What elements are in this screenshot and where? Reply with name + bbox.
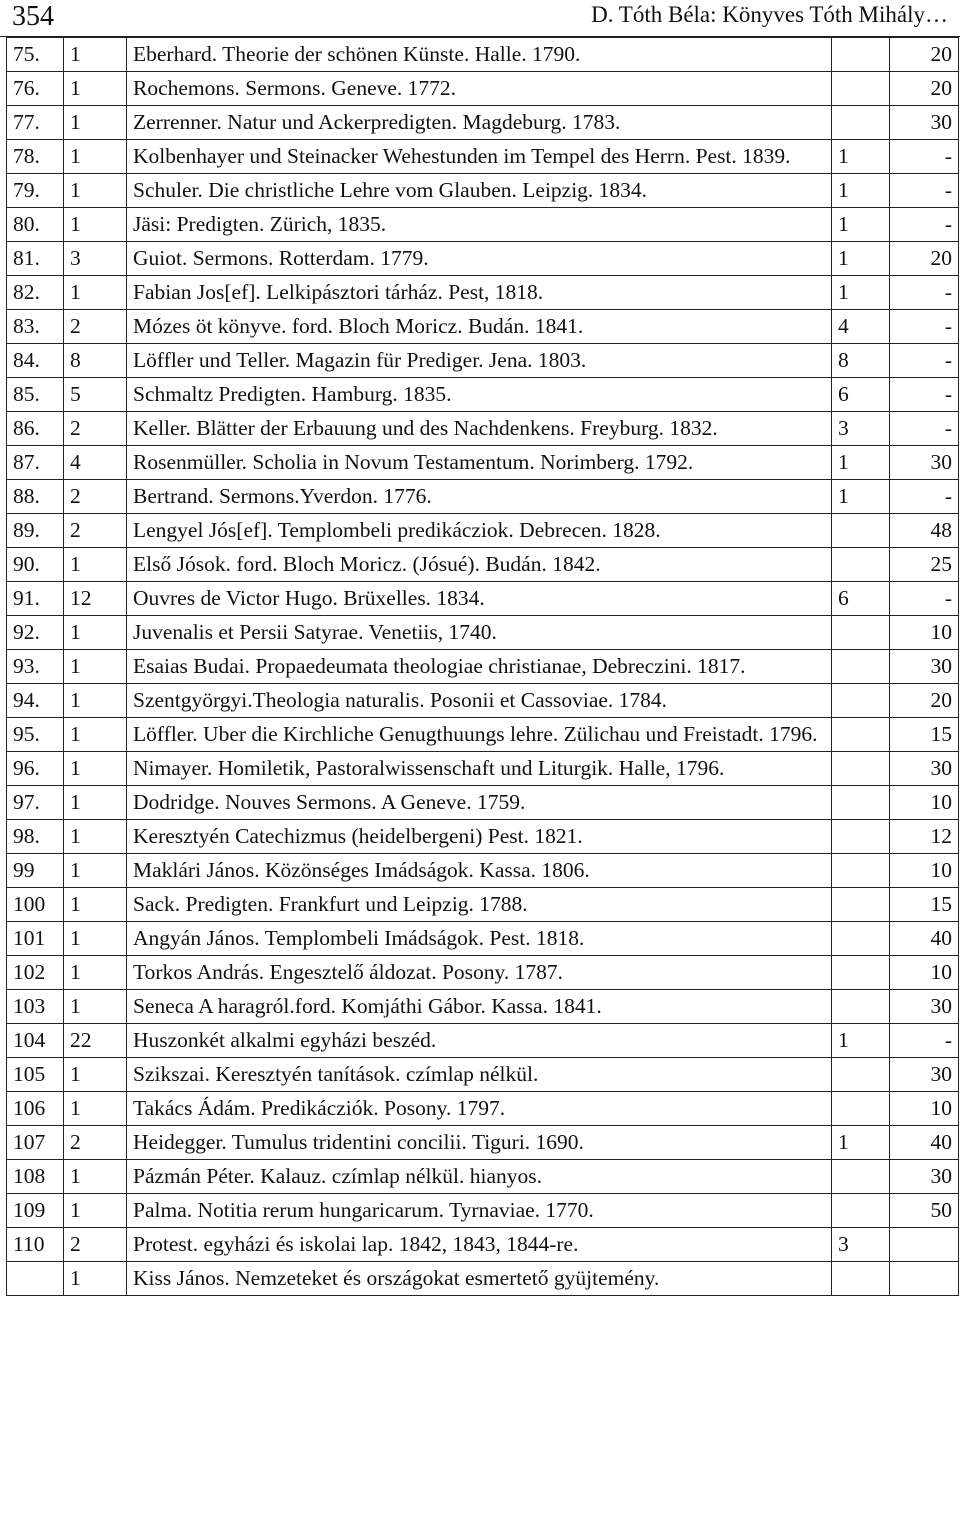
table-row [7,1024,959,1058]
price-forint: 3 [832,1228,890,1262]
table-row [7,310,959,344]
entry-number: 95. [7,718,64,752]
book-title: Kiss János. Nemzeteket és országokat esmertető gyüjtemény. [127,1262,832,1296]
price-forint [832,752,890,786]
price-krajcar: - [890,140,959,174]
volume-count: 1 [64,922,127,956]
volume-count: 8 [64,344,127,378]
book-title: Kolbenhayer und Steinacker Wehestunden im Tempel des Herrn. Pest. 1839. [127,140,832,174]
book-title: Maklári János. Közönséges Imádságok. Kassa. 1806. [127,854,832,888]
book-title: Guiot. Sermons. Rotterdam. 1779. [127,242,832,276]
price-krajcar: 30 [890,752,959,786]
entry-number: 106 [7,1092,64,1126]
table-row [7,888,959,922]
book-title: Torkos András. Engesztelő áldozat. Posony. 1787. [127,956,832,990]
price-forint [832,72,890,106]
table-row [7,548,959,582]
entry-number: 86. [7,412,64,446]
book-title: Huszonkét alkalmi egyházi beszéd. [127,1024,832,1058]
price-krajcar: 20 [890,72,959,106]
table-row [7,1126,959,1160]
price-krajcar [890,1262,959,1296]
table-row [7,1194,959,1228]
table-row [7,446,959,480]
book-title: Seneca A haragról.ford. Komjáthi Gábor. Kassa. 1841. [127,990,832,1024]
price-krajcar: 10 [890,956,959,990]
volume-count: 5 [64,378,127,412]
price-forint [832,956,890,990]
entry-number: 79. [7,174,64,208]
price-krajcar: - [890,480,959,514]
price-krajcar: - [890,1024,959,1058]
price-krajcar: 30 [890,106,959,140]
price-krajcar: 30 [890,1160,959,1194]
price-forint: 6 [832,582,890,616]
volume-count: 1 [64,718,127,752]
book-title: Szikszai. Keresztyén tanítások. czímlap nélkül. [127,1058,832,1092]
volume-count: 1 [64,1160,127,1194]
book-title: Juvenalis et Persii Satyrae. Venetiis, 1740. [127,616,832,650]
table-row [7,922,959,956]
book-title: Első Jósok. ford. Bloch Moricz. (Jósué). Budán. 1842. [127,548,832,582]
table-row [7,174,959,208]
book-title: Bertrand. Sermons.Yverdon. 1776. [127,480,832,514]
entry-number: 93. [7,650,64,684]
book-title: Keresztyén Catechizmus (heidelbergeni) Pest. 1821. [127,820,832,854]
entry-number: 108 [7,1160,64,1194]
book-title: Pázmán Péter. Kalauz. czímlap nélkül. hianyos. [127,1160,832,1194]
volume-count: 1 [64,752,127,786]
price-forint [832,820,890,854]
inventory-body [7,38,959,1296]
price-forint [832,650,890,684]
entry-number: 91. [7,582,64,616]
entry-number: 94. [7,684,64,718]
volume-count: 1 [64,548,127,582]
price-krajcar: 30 [890,990,959,1024]
price-forint [832,616,890,650]
price-krajcar: 10 [890,616,959,650]
price-krajcar: - [890,582,959,616]
table-row [7,616,959,650]
price-forint [832,684,890,718]
entry-number: 92. [7,616,64,650]
book-title: Sack. Predigten. Frankfurt und Leipzig. 1788. [127,888,832,922]
entry-number: 85. [7,378,64,412]
entry-number: 96. [7,752,64,786]
book-title: Ouvres de Victor Hugo. Brüxelles. 1834. [127,582,832,616]
price-krajcar: - [890,174,959,208]
table-row [7,820,959,854]
volume-count: 1 [64,38,127,72]
price-forint [832,1160,890,1194]
table-row [7,752,959,786]
book-title: Löffler. Uber die Kirchliche Genugthuungs lehre. Zülichau und Freistadt. 1796. [127,718,832,752]
table-row [7,242,959,276]
price-forint [832,922,890,956]
volume-count: 1 [64,820,127,854]
volume-count: 2 [64,1228,127,1262]
price-krajcar: 30 [890,1058,959,1092]
table-row [7,208,959,242]
price-krajcar: 20 [890,242,959,276]
price-krajcar: - [890,310,959,344]
entry-number: 101 [7,922,64,956]
volume-count: 1 [64,208,127,242]
price-krajcar [890,1228,959,1262]
price-forint: 1 [832,1126,890,1160]
book-title: Jäsi: Predigten. Zürich, 1835. [127,208,832,242]
book-title: Schmaltz Predigten. Hamburg. 1835. [127,378,832,412]
volume-count: 1 [64,956,127,990]
table-row [7,514,959,548]
book-title: Rochemons. Sermons. Geneve. 1772. [127,72,832,106]
entry-number: 82. [7,276,64,310]
entry-number: 103 [7,990,64,1024]
volume-count: 1 [64,174,127,208]
entry-number: 109 [7,1194,64,1228]
table-row [7,1228,959,1262]
price-forint: 4 [832,310,890,344]
book-title: Angyán János. Templombeli Imádságok. Pest. 1818. [127,922,832,956]
price-forint: 1 [832,1024,890,1058]
table-row [7,650,959,684]
price-krajcar: 25 [890,548,959,582]
price-forint [832,38,890,72]
entry-number: 97. [7,786,64,820]
price-forint: 1 [832,446,890,480]
volume-count: 3 [64,242,127,276]
entry-number: 80. [7,208,64,242]
volume-count: 22 [64,1024,127,1058]
entry-number: 75. [7,38,64,72]
entry-number: 87. [7,446,64,480]
price-forint [832,854,890,888]
entry-number: 98. [7,820,64,854]
price-krajcar: - [890,208,959,242]
price-forint: 1 [832,174,890,208]
book-title: Schuler. Die christliche Lehre vom Glauben. Leipzig. 1834. [127,174,832,208]
table-row [7,854,959,888]
price-krajcar: 12 [890,820,959,854]
price-krajcar: 15 [890,888,959,922]
volume-count: 1 [64,990,127,1024]
table-row [7,378,959,412]
entry-number: 107 [7,1126,64,1160]
price-krajcar: 40 [890,1126,959,1160]
price-forint [832,888,890,922]
volume-count: 1 [64,1262,127,1296]
volume-count: 1 [64,1058,127,1092]
price-forint [832,1092,890,1126]
price-krajcar: 48 [890,514,959,548]
price-krajcar: - [890,276,959,310]
volume-count: 2 [64,412,127,446]
price-krajcar: 10 [890,786,959,820]
table-row [7,956,959,990]
volume-count: 1 [64,888,127,922]
price-forint [832,1058,890,1092]
price-forint [832,548,890,582]
table-row [7,480,959,514]
price-krajcar: 10 [890,1092,959,1126]
table-row [7,1092,959,1126]
running-head: D. Tóth Béla: Könyves Tóth Mihály… [591,2,948,27]
table-row [7,106,959,140]
volume-count: 1 [64,684,127,718]
volume-count: 4 [64,446,127,480]
volume-count: 1 [64,616,127,650]
entry-number: 84. [7,344,64,378]
price-forint [832,1194,890,1228]
book-title: Heidegger. Tumulus tridentini concilii. Tiguri. 1690. [127,1126,832,1160]
book-title: Nimayer. Homiletik, Pastoralwissenschaft und Liturgik. Halle, 1796. [127,752,832,786]
volume-count: 1 [64,72,127,106]
table-row [7,412,959,446]
price-forint [832,990,890,1024]
volume-count: 1 [64,106,127,140]
table-row [7,582,959,616]
entry-number: 105 [7,1058,64,1092]
page-header [0,0,960,37]
price-forint [832,1262,890,1296]
book-title: Takács Ádám. Predikácziók. Posony. 1797. [127,1092,832,1126]
book-title: Keller. Blätter der Erbauung und des Nachdenkens. Freyburg. 1832. [127,412,832,446]
entry-number: 90. [7,548,64,582]
volume-count: 1 [64,854,127,888]
price-forint [832,786,890,820]
book-title: Dodridge. Nouves Sermons. A Geneve. 1759. [127,786,832,820]
volume-count: 2 [64,514,127,548]
price-krajcar: 50 [890,1194,959,1228]
book-title: Löffler und Teller. Magazin für Prediger. Jena. 1803. [127,344,832,378]
book-inventory-table [6,37,959,1296]
price-forint: 3 [832,412,890,446]
table-row [7,72,959,106]
book-title: Fabian Jos[ef]. Lelkipásztori tárház. Pest, 1818. [127,276,832,310]
book-title: Protest. egyházi és iskolai lap. 1842, 1843, 1844-re. [127,1228,832,1262]
price-krajcar: 10 [890,854,959,888]
volume-count: 1 [64,276,127,310]
entry-number: 99 [7,854,64,888]
entry-number: 83. [7,310,64,344]
table-row [7,38,959,72]
entry-number: 89. [7,514,64,548]
volume-count: 1 [64,650,127,684]
price-forint [832,514,890,548]
entry-number: 77. [7,106,64,140]
table-row [7,990,959,1024]
price-forint: 8 [832,344,890,378]
price-krajcar: 40 [890,922,959,956]
volume-count: 12 [64,582,127,616]
volume-count: 1 [64,1194,127,1228]
table-row [7,276,959,310]
price-forint: 1 [832,242,890,276]
table-row [7,786,959,820]
price-forint: 1 [832,480,890,514]
table-row [7,1262,959,1296]
price-krajcar: 15 [890,718,959,752]
book-title: Esaias Budai. Propaedeumata theologiae christianae, Debreczini. 1817. [127,650,832,684]
price-krajcar: - [890,344,959,378]
price-forint: 1 [832,276,890,310]
book-title: Szentgyörgyi.Theologia naturalis. Posonii et Cassoviae. 1784. [127,684,832,718]
volume-count: 1 [64,1092,127,1126]
book-title: Palma. Notitia rerum hungaricarum. Tyrnaviae. 1770. [127,1194,832,1228]
book-title: Eberhard. Theorie der schönen Künste. Halle. 1790. [127,38,832,72]
table-row [7,684,959,718]
volume-count: 2 [64,480,127,514]
price-krajcar: 30 [890,650,959,684]
entry-number: 102 [7,956,64,990]
book-title: Mózes öt könyve. ford. Bloch Moricz. Budán. 1841. [127,310,832,344]
price-forint [832,718,890,752]
entry-number: 110 [7,1228,64,1262]
entry-number: 100 [7,888,64,922]
price-forint: 1 [832,140,890,174]
volume-count: 2 [64,1126,127,1160]
book-title: Zerrenner. Natur und Ackerpredigten. Magdeburg. 1783. [127,106,832,140]
table-row [7,1160,959,1194]
price-krajcar: - [890,378,959,412]
entry-number: 78. [7,140,64,174]
entry-number: 76. [7,72,64,106]
volume-count: 2 [64,310,127,344]
entry-number: 104 [7,1024,64,1058]
volume-count: 1 [64,140,127,174]
page-number: 354 [12,1,54,32]
table-row [7,718,959,752]
table-row [7,344,959,378]
price-forint: 6 [832,378,890,412]
book-title: Rosenmüller. Scholia in Novum Testamentum. Norimberg. 1792. [127,446,832,480]
table-row [7,140,959,174]
table-row [7,1058,959,1092]
volume-count: 1 [64,786,127,820]
price-krajcar: - [890,412,959,446]
entry-number [7,1262,64,1296]
price-forint [832,106,890,140]
price-krajcar: 20 [890,684,959,718]
entry-number: 88. [7,480,64,514]
book-title: Lengyel Jós[ef]. Templombeli predikácziok. Debrecen. 1828. [127,514,832,548]
price-krajcar: 30 [890,446,959,480]
price-forint: 1 [832,208,890,242]
price-krajcar: 20 [890,38,959,72]
entry-number: 81. [7,242,64,276]
